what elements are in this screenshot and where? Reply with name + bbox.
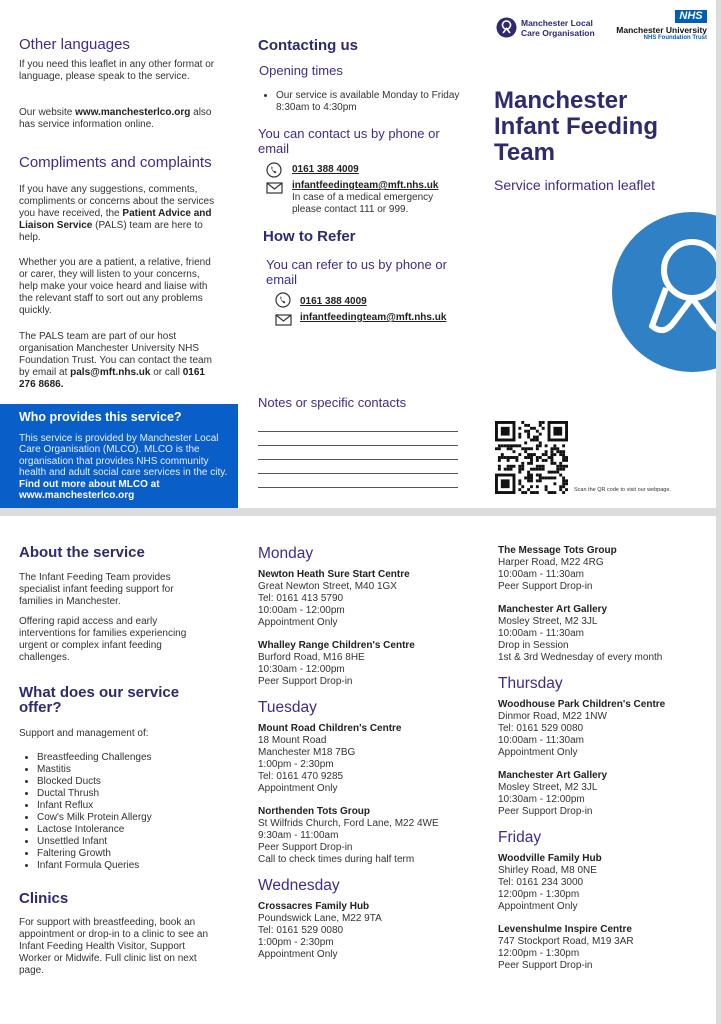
clinic-detail: Call to check times during half term	[258, 854, 415, 865]
refer-phone-icon	[275, 292, 291, 313]
clinic-detail: Manchester M18 7BG	[258, 747, 356, 758]
clinics-text: For support with breastfeeding, book an appointment or drop-in to a clinic to see an Infant Feeding Health Visitor, Support Worker or Midwife. Full clinic list on next page.	[19, 917, 208, 976]
offer-heading-line1: What does our service	[19, 684, 180, 701]
about-heading: About the service	[19, 544, 145, 561]
clinic-detail: 10:00am - 12:00pm	[258, 605, 345, 616]
clinic-entry	[498, 699, 708, 759]
offer-list-item: • Mastitis	[37, 764, 152, 776]
clinic-detail: Burford Road, M16 8HE	[258, 652, 365, 663]
day-heading: Wednesday	[258, 877, 340, 894]
clinic-name: Crossacres Family Hub	[258, 901, 370, 912]
clinic-detail: Shirley Road, M8 0NE	[498, 865, 597, 876]
clinic-detail: Mosley Street, M2 3JL	[498, 782, 598, 793]
clinic-detail: Drop in Session	[498, 640, 569, 651]
mlco-logo-line2: Care Organisation	[521, 27, 595, 38]
clinic-detail: 1:00pm - 2:30pm	[258, 937, 334, 948]
clinic-name: Manchester Art Gallery	[498, 770, 608, 781]
offer-heading	[19, 685, 179, 715]
clinic-entry	[258, 640, 483, 688]
clinic-detail: Tel: 0161 470 9285	[258, 771, 344, 782]
offer-list-item: • Faltering Growth	[37, 848, 152, 860]
clinic-detail: 1:00pm - 2:30pm	[258, 759, 334, 770]
pals-email[interactable]: pals@mft.nhs.uk	[70, 367, 151, 378]
refer-email-icon	[275, 313, 292, 332]
compliments-p1	[19, 184, 219, 244]
clinic-entry	[498, 924, 708, 972]
website-link[interactable]: www.manchesterlco.org	[75, 107, 191, 118]
clinic-detail: 747 Stockport Road, M19 3AR	[498, 936, 634, 947]
mlco-logo-icon	[496, 17, 517, 43]
offer-list-item: • Infant Reflux	[37, 800, 152, 812]
website-text	[19, 107, 219, 131]
pals-phone[interactable]: 0161 276 8686.	[19, 367, 205, 390]
day-heading: Friday	[498, 829, 542, 846]
mft-line2: NHS Foundation Trust	[643, 35, 707, 41]
clinic-detail: Dinmor Road, M22 1NW	[498, 711, 607, 722]
refer-phone-link[interactable]: 0161 388 4009	[300, 296, 367, 307]
clinic-detail: Poundswick Lane, M22 9TA	[258, 913, 382, 924]
clinic-name: Woodhouse Park Children's Centre	[498, 699, 666, 710]
schedule-column-2	[258, 545, 483, 972]
brand-graphic	[612, 208, 716, 376]
clinic-entry	[498, 853, 708, 913]
who-provides-heading: Who provides this service?	[19, 410, 182, 424]
other-languages-text: If you need this leaflet in any other format or language, please speak to the service.	[19, 59, 215, 82]
clinic-name: Whalley Range Children's Centre	[258, 640, 415, 651]
clinic-entry	[258, 569, 483, 629]
clinic-detail: Appointment Only	[258, 617, 338, 628]
offer-list-item: • Breastfeeding Challenges	[37, 752, 152, 764]
clinic-detail: Appointment Only	[258, 783, 338, 794]
clinic-detail: Tel: 0161 529 0080	[258, 925, 344, 936]
notes-line[interactable]	[258, 445, 458, 446]
clinic-detail: 10:00am - 11:30am	[498, 735, 584, 746]
clinic-detail: Tel: 0161 529 0080	[498, 723, 584, 734]
offer-list-item: • Infant Formula Queries	[37, 860, 152, 872]
compliments-p3-pre: The PALS team are part of our host organisation Manchester University NHS Foundation Trust. You can contact the team by email at	[19, 331, 212, 378]
notes-line[interactable]	[258, 459, 458, 460]
qr-caption: Scan the QR code to visit our webpage.	[574, 487, 671, 493]
phone-icon	[266, 162, 282, 183]
clinic-name: The Message Tots Group	[498, 545, 617, 556]
about-p2: Offering rapid access and early interventions for families experiencing urgent or complex infant feeding challenges.	[19, 616, 187, 663]
offer-list-item: • Lactose Intolerance	[37, 824, 152, 836]
website-pre: Our website	[19, 107, 76, 118]
compliments-p3	[19, 331, 224, 391]
who-provides-text	[19, 433, 229, 501]
clinic-detail: Appointment Only	[258, 949, 338, 960]
mft-logo-text	[610, 25, 707, 41]
compliments-p2: Whether you are a patient, a relative, friend or carer, they will listen to your concerns, help make your voice heard and liaise with the relevant staff to sort out any problems quickly.	[19, 257, 211, 316]
about-p1: The Infant Feeding Team provides specialist infant feeding support for families in Manchester.	[19, 572, 174, 607]
clinic-detail: 12:00pm - 1:30pm	[498, 889, 580, 900]
mlco-logo-line1: Manchester Local	[521, 18, 593, 28]
clinic-detail: 18 Mount Road	[258, 735, 327, 746]
clinic-detail: 9:30am - 11:00am	[258, 830, 339, 841]
notes-line[interactable]	[258, 487, 458, 488]
schedule-column-3	[498, 545, 708, 983]
compliments-p3-mid: or call	[150, 367, 183, 378]
clinic-entry	[258, 723, 483, 795]
pals-name: Patient Advice and Liaison Service	[19, 208, 212, 231]
clinic-detail: 10:30am - 12:00pm	[258, 664, 345, 675]
clinic-detail: St Wilfrids Church, Ford Lane, M22 4WE	[258, 818, 439, 829]
notes-heading: Notes or specific contacts	[258, 395, 407, 410]
clinic-name: Manchester Art Gallery	[498, 604, 608, 615]
notes-line[interactable]	[258, 473, 458, 474]
clinic-name: Woodville Family Hub	[498, 853, 602, 864]
mft-line1: Manchester University	[616, 25, 707, 35]
leaflet-inside-page	[0, 516, 716, 1024]
compliments-heading: Compliments and complaints	[19, 154, 212, 171]
title-line3: Team	[494, 139, 555, 166]
emergency-text: In case of a medical emergency please contact 111 or 999.	[292, 192, 434, 215]
offer-heading-line2: offer?	[19, 699, 62, 716]
other-languages-heading: Other languages	[19, 36, 130, 53]
who-provides-link[interactable]: Find out more about MLCO at www.manchesterlco.org	[19, 478, 160, 502]
offer-list-item: • Ductal Thrush	[37, 788, 152, 800]
contact-phone-link[interactable]: 0161 388 4009	[292, 164, 359, 175]
leaflet-subtitle: Service information leaflet	[494, 177, 656, 193]
title-line1: Manchester	[494, 87, 628, 114]
contact-email-link[interactable]: infantfeedingteam@mft.nhs.uk	[292, 180, 439, 191]
contacting-heading: Contacting us	[258, 37, 358, 54]
qr-code-icon[interactable]	[495, 421, 568, 494]
clinic-name: Newton Heath Sure Start Centre	[258, 569, 410, 580]
clinic-detail: Peer Support Drop-in	[498, 806, 593, 817]
compliments-p1-pre: If you have any suggestions, comments, compliments or concerns about the services you have received, the	[19, 184, 215, 219]
clinic-detail: 10:00am - 11:30am	[498, 628, 584, 639]
clinic-name: Levenshulme Inspire Centre	[498, 924, 632, 935]
clinic-detail: Appointment Only	[498, 901, 578, 912]
clinic-detail: Peer Support Drop-in	[258, 842, 353, 853]
clinic-detail: Peer Support Drop-in	[498, 960, 593, 971]
nhs-logo: NHS	[675, 10, 707, 23]
who-provides-panel	[0, 404, 238, 508]
clinic-entry	[498, 545, 708, 593]
refer-email-link[interactable]: infantfeedingteam@mft.nhs.uk	[300, 312, 447, 323]
title-line2: Infant Feeding	[494, 113, 658, 140]
website-post: also has service information online.	[19, 107, 212, 130]
day-heading: Thursday	[498, 675, 563, 692]
leaflet-outside-page	[0, 0, 716, 508]
clinics-heading: Clinics	[19, 890, 69, 907]
offer-list	[19, 752, 152, 872]
clinic-detail: Peer Support Drop-in	[258, 676, 353, 687]
clinic-detail: Peer Support Drop-in	[498, 581, 593, 592]
day-heading: Tuesday	[258, 699, 317, 716]
contact-by-heading: You can contact us by phone or email	[258, 126, 440, 156]
clinic-detail: 10:30am - 12:00pm	[498, 794, 585, 805]
clinic-detail: Mosley Street, M2 3JL	[498, 616, 598, 627]
day-heading: Monday	[258, 545, 314, 562]
clinic-detail: Harper Road, M22 4RG	[498, 557, 604, 568]
clinic-entry	[498, 604, 708, 664]
email-icon	[266, 181, 283, 200]
notes-line[interactable]	[258, 431, 458, 432]
offer-list-item: • Blocked Ducts	[37, 776, 152, 788]
clinic-detail: 12:00pm - 1:30pm	[498, 948, 580, 959]
clinic-detail: Tel: 0161 234 3000	[498, 877, 584, 888]
opening-hours-item: • Our service is available Monday to Friday 8:30am to 4:30pm	[276, 90, 466, 114]
opening-hours-list	[258, 90, 466, 114]
offer-list-item: • Unsettled Infant	[37, 836, 152, 848]
clinic-entry	[498, 770, 708, 818]
clinic-detail: 1st & 3rd Wednesday of every month	[498, 652, 663, 663]
mlco-logo-text	[521, 19, 595, 38]
who-provides-body: This service is provided by Manchester Local Care Organisation (MLCO). MLCO is the organisation that provides NHS community health and adult social care services in the city.	[19, 433, 228, 479]
brand-circle-icon	[612, 208, 716, 376]
support-intro: Support and management of:	[19, 728, 149, 739]
clinic-detail: Great Newton Street, M40 1GX	[258, 581, 397, 592]
clinic-detail: 10:00am - 11:30am	[498, 569, 584, 580]
how-to-refer-heading: How to Refer	[263, 228, 356, 245]
clinic-name: Mount Road Children's Centre	[258, 723, 402, 734]
clinic-entry	[258, 901, 483, 961]
offer-list-item: • Cow's Milk Protein Allergy	[37, 812, 152, 824]
opening-times-heading: Opening times	[259, 63, 343, 78]
refer-text: You can refer to us by phone or email	[266, 257, 447, 287]
leaflet-title	[494, 88, 658, 166]
clinic-name: Northenden Tots Group	[258, 806, 371, 817]
clinic-detail: Tel: 0161 413 5790	[258, 593, 344, 604]
clinic-detail: Appointment Only	[498, 747, 578, 758]
compliments-p1-post: (PALS) team are here to help.	[19, 220, 203, 243]
clinic-entry	[258, 806, 483, 866]
